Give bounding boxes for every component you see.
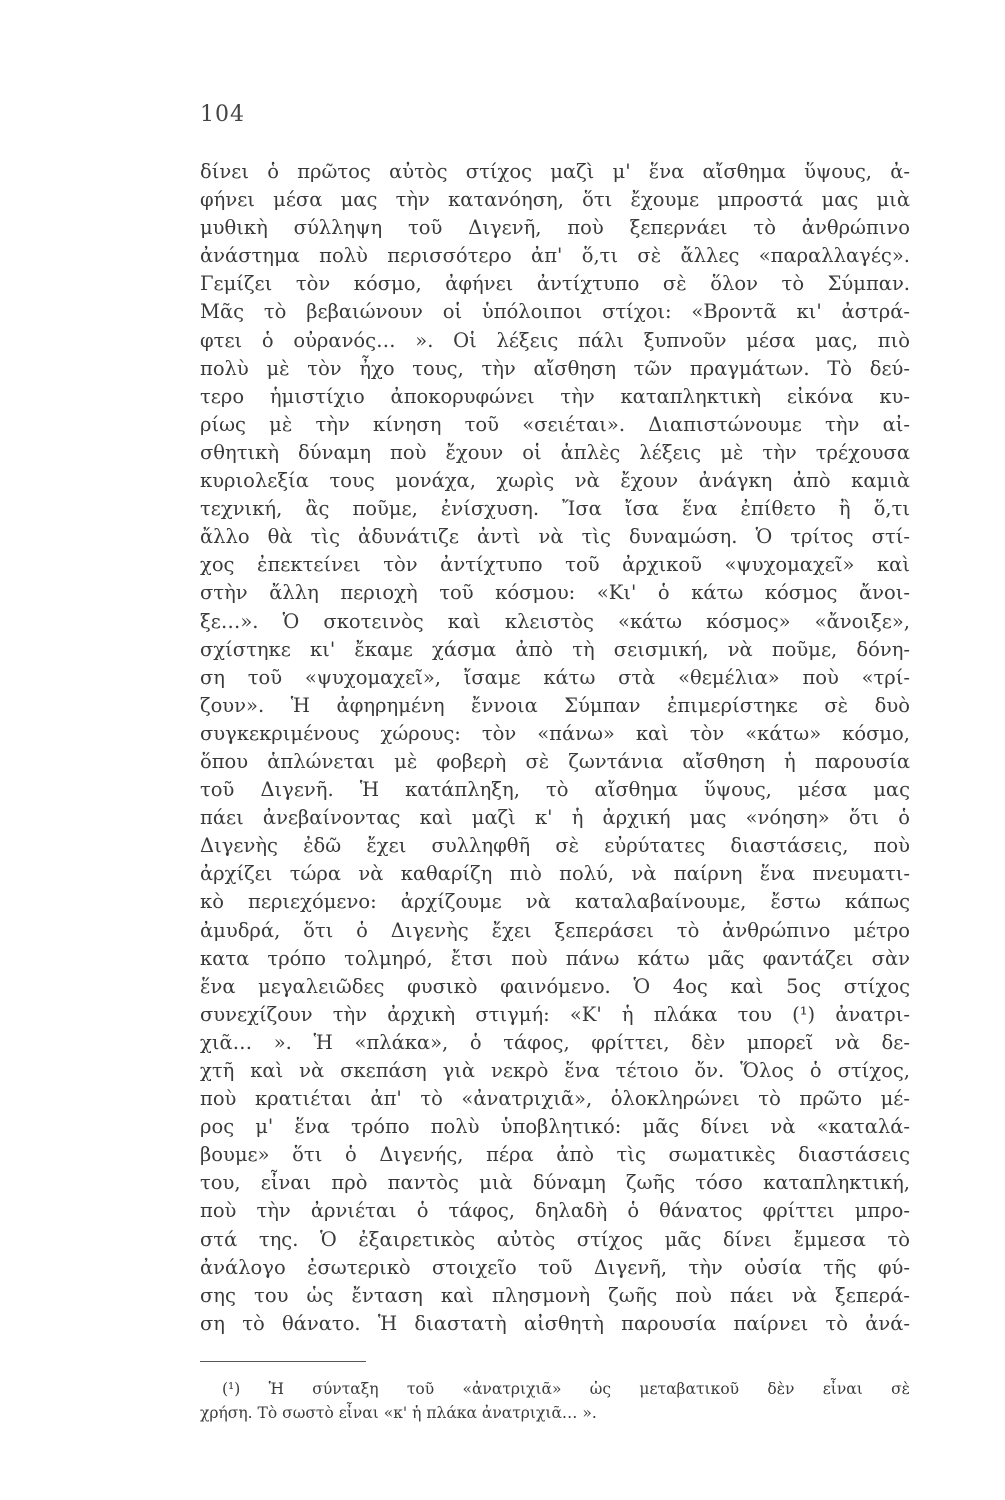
- text-line: κατα τρόπο τολμηρό, ἔτσι ποὺ πάνω κάτω μᾶς φαντάζει σὰν: [200, 946, 910, 970]
- text-line: φήνει μέσα μας τὴν κατανόηση, ὅτι ἔχουμε μπροστά μας μιὰ: [200, 188, 910, 212]
- text-line: ση τοῦ «ψυχομαχεῖ», ἴσαμε κάτω στὰ «θεμέλια» ποὺ «τρί-: [200, 665, 910, 689]
- footnote-rule: [200, 1361, 366, 1362]
- text-line: πάει ἀνεβαίνοντας καὶ μαζὶ κ' ἡ ἀρχική μας «νόηση» ὅτι ὁ: [200, 806, 910, 830]
- text-line: ἄλλο θὰ τὶς ἀδυνάτιζε ἀντὶ νὰ τὶς δυναμώση. Ὁ τρίτος στί-: [200, 525, 910, 549]
- text-line: ση τὸ θάνατο. Ἡ διαστατὴ αἰσθητὴ παρουσία παίρνει τὸ ἀνά-: [200, 1311, 910, 1335]
- text-line: ἀρχίζει τώρα νὰ καθαρίζη πιὸ πολύ, νὰ παίρνη ἕνα πνευματι-: [200, 862, 910, 886]
- text-line: σχίστηκε κι' ἔκαμε χάσμα ἀπὸ τὴ σεισμική, νὰ ποῦμε, δόνη-: [200, 637, 910, 661]
- text-line: πολὺ μὲ τὸν ἦχο τους, τὴν αἴσθηση τῶν πραγμάτων. Τὸ δεύ-: [200, 356, 910, 380]
- text-line: βουμε» ὅτι ὁ Διγενής, πέρα ἀπὸ τὶς σωματικὲς διαστάσεις: [200, 1143, 910, 1167]
- body-text: [200, 158, 910, 1338]
- text-line: ρίως μὲ τὴν κίνηση τοῦ «σειέται». Διαπιστώνουμε τὴν αἰ-: [200, 412, 910, 436]
- text-line: Γεμίζει τὸν κόσμο, ἀφήνει ἀντίχτυπο σὲ ὅλον τὸ Σύμπαν.: [200, 272, 910, 296]
- text-line: ἀνάλογο ἐσωτερικὸ στοιχεῖο τοῦ Διγενῆ, τὴν οὐσία τῆς φύ-: [200, 1255, 910, 1279]
- text-line: ἀνάστημα πολὺ περισσότερο ἀπ' ὅ,τι σὲ ἄλλες «παραλλαγές».: [200, 244, 910, 268]
- text-line: Διγενὴς ἐδῶ ἔχει συλληφθῆ σὲ εὐρύτατες διαστάσεις, ποὺ: [200, 834, 910, 858]
- footnotes: [200, 1377, 910, 1425]
- text-line: ρος μ' ἕνα τρόπο πολὺ ὑποβλητικό: μᾶς δίνει νὰ «καταλά-: [200, 1115, 910, 1139]
- footnote-line: (¹) Ἡ σύνταξη τοῦ «ἀνατριχιᾶ» ὡς μεταβατικοῦ δὲν εἶναι σὲ: [222, 1380, 910, 1398]
- text-line: συγκεκριμένους χώρους: τὸν «πάνω» καὶ τὸν «κάτω» κόσμο,: [200, 721, 910, 745]
- text-line: ὅπου ἁπλώνεται μὲ φοβερὴ σὲ ζωντάνια αἴσθηση ἡ παρουσία: [200, 749, 910, 773]
- text-line: ποὺ κρατιέται ἀπ' τὸ «ἀνατριχιᾶ», ὁλοκληρώνει τὸ πρῶτο μέ-: [200, 1087, 910, 1111]
- text-line: χιᾶ… ». Ἡ «πλάκα», ὁ τάφος, φρίττει, δὲν μπορεῖ νὰ δε-: [200, 1030, 910, 1054]
- footnote-line: χρήση. Τὸ σωστὸ εἶναι «κ' ἡ πλάκα ἀνατριχιᾶ… ».: [200, 1404, 597, 1422]
- text-line: τοῦ Διγενῆ. Ἡ κατάπληξη, τὸ αἴσθημα ὕψους, μέσα μας: [200, 778, 910, 802]
- text-line: μυθικὴ σύλληψη τοῦ Διγενῆ, ποὺ ξεπερνάει τὸ ἀνθρώπινο: [200, 216, 910, 240]
- text-line: Μᾶς τὸ βεβαιώνουν οἱ ὑπόλοιποι στίχοι: «Βροντᾶ κι' ἀστρά-: [200, 300, 910, 324]
- text-line: ποὺ τὴν ἀρνιέται ὁ τάφος, δηλαδὴ ὁ θάνατος φρίττει μπρο-: [200, 1199, 910, 1223]
- text-line: φτει ὁ οὐρανός… ». Οἱ λέξεις πάλι ξυπνοῦν μέσα μας, πιὸ: [200, 328, 910, 352]
- text-line: του, εἶναι πρὸ παντὸς μιὰ δύναμη ζωῆς τόσο καταπληκτική,: [200, 1171, 910, 1195]
- text-line: τερο ἡμιστίχιο ἀποκορυφώνει τὴν καταπληκτικὴ εἰκόνα κυ-: [200, 384, 910, 408]
- text-line: σης του ὡς ἔνταση καὶ πλησμονὴ ζωῆς ποὺ πάει νὰ ξεπερά-: [200, 1283, 910, 1307]
- text-line: ζουν». Ἡ ἀφηρημένη ἔννοια Σύμπαν ἐπιμερίστηκε σὲ δυὸ: [200, 693, 910, 717]
- text-line: στά της. Ὁ ἐξαιρετικὸς αὐτὸς στίχος μᾶς δίνει ἔμμεσα τὸ: [200, 1227, 910, 1251]
- text-line: κὸ περιεχόμενο: ἀρχίζουμε νὰ καταλαβαίνουμε, ἔστω κάπως: [200, 890, 910, 914]
- text-line: ἀμυδρά, ὅτι ὁ Διγενὴς ἔχει ξεπεράσει τὸ ἀνθρώπινο μέτρο: [200, 918, 910, 942]
- text-line: δίνει ὁ πρῶτος αὐτὸς στίχος μαζὶ μ' ἕνα αἴσθημα ὕψους, ἀ-: [200, 160, 910, 183]
- text-line: τεχνική, ἂς ποῦμε, ἐνίσχυση. Ἴσα ἴσα ἕνα ἐπίθετο ἢ ὅ,τι: [200, 497, 910, 521]
- text-line: ἕνα μεγαλειῶδες φυσικὸ φαινόμενο. Ὁ 4ος καὶ 5ος στίχος: [200, 974, 910, 998]
- page-number: 104: [200, 102, 245, 127]
- text-line: στὴν ἄλλη περιοχὴ τοῦ κόσμου: «Κι' ὁ κάτω κόσμος ἄνοι-: [200, 581, 910, 605]
- text-line: κυριολεξία τους μονάχα, χωρὶς νὰ ἔχουν ἀνάγκη ἀπὸ καμιὰ: [200, 469, 910, 493]
- text-line: χτῆ καὶ νὰ σκεπάση γιὰ νεκρὸ ἕνα τέτοιο ὄν. Ὅλος ὁ στίχος,: [200, 1059, 910, 1082]
- text-line: συνεχίζουν τὴν ἀρχικὴ στιγμή: «Κ' ἡ πλάκα του (¹) ἀνατρι-: [200, 1002, 910, 1026]
- text-line: σθητικὴ δύναμη ποὺ ἔχουν οἱ ἁπλὲς λέξεις μὲ τὴν τρέχουσα: [200, 440, 910, 464]
- text-line: ξε…». Ὁ σκοτεινὸς καὶ κλειστὸς «κάτω κόσμος» «ἄνοιξε»,: [200, 609, 910, 633]
- text-line: χος ἐπεκτείνει τὸν ἀντίχτυπο τοῦ ἀρχικοῦ «ψυχομαχεῖ» καὶ: [200, 553, 910, 577]
